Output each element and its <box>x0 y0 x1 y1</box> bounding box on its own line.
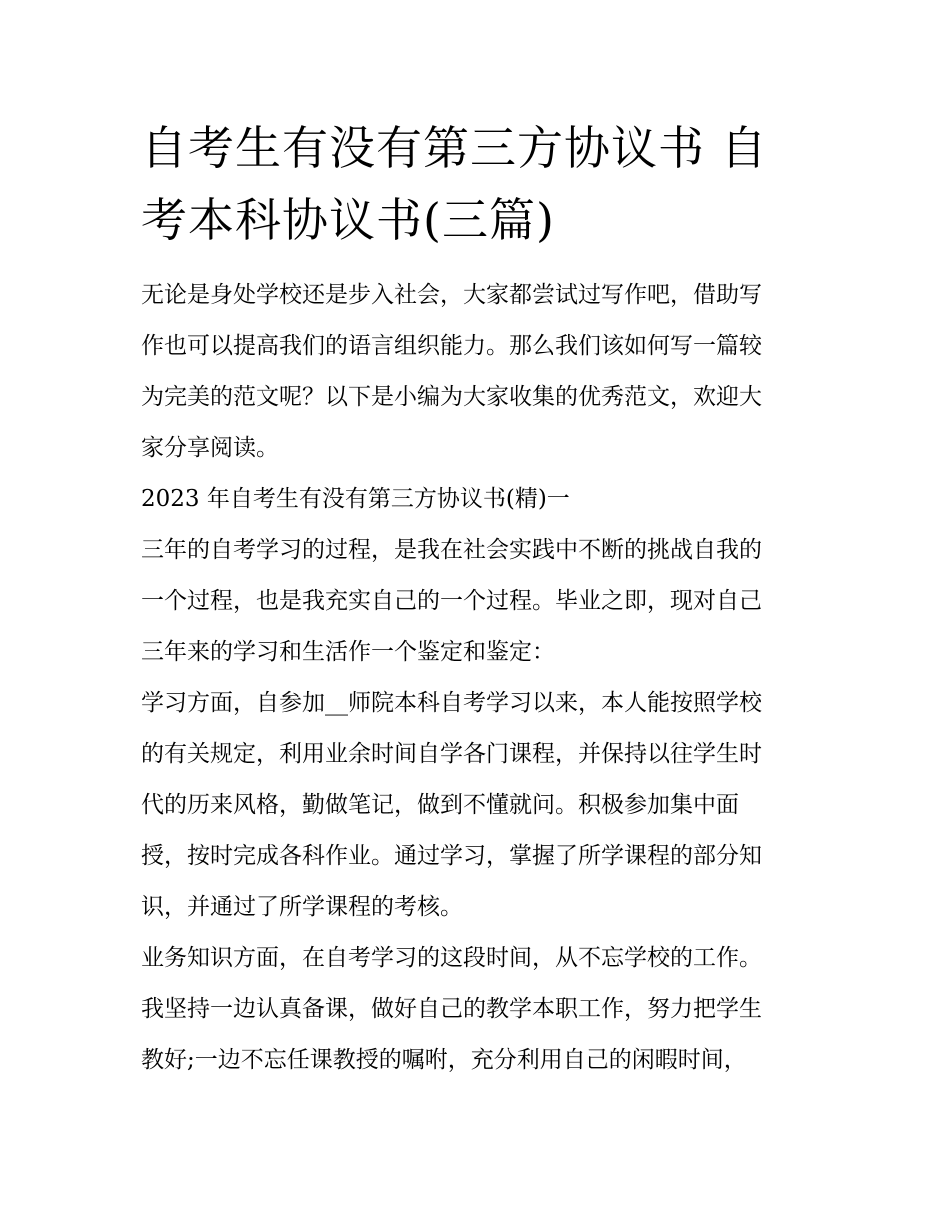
document-title <box>141 112 813 256</box>
paragraph-line: 无论是身处学校还是步入社会，大家都尝试过写作吧，借助写 <box>141 282 762 308</box>
title-line: 考本科协议书(三篇) <box>141 193 555 247</box>
title-line: 自考生有没有第三方协议书 自 <box>141 121 768 175</box>
body-paragraph <box>141 678 813 933</box>
body-paragraph <box>141 525 813 678</box>
paragraph-line: 的有关规定，利用业余时间自学各门课程，并保持以往学生时 <box>141 741 762 767</box>
paragraph-line: 家分享阅读。 <box>141 435 279 461</box>
section-heading-line: 2023 年自考生有没有第三方协议书(精)一 <box>141 486 570 512</box>
paragraph-line: 作也可以提高我们的语言组织能力。那么我们该如何写一篇较 <box>141 333 762 359</box>
paragraph-line: 授，按时完成各科作业。通过学习，掌握了所学课程的部分知 <box>141 843 762 869</box>
paragraph-line: 学习方面，自参加__师院本科自考学习以来，本人能按照学校 <box>141 690 762 716</box>
paragraph-line: 三年来的学习和生活作一个鉴定和鉴定： <box>141 639 555 665</box>
document-content <box>141 112 813 1086</box>
paragraph-line: 识，并通过了所学课程的考核。 <box>141 894 463 920</box>
paragraph-line: 一个过程，也是我充实自己的一个过程。毕业之即，现对自己 <box>141 588 762 614</box>
section-heading <box>141 474 813 525</box>
paragraph-line: 业务知识方面，在自考学习的这段时间，从不忘学校的工作。 <box>141 945 762 971</box>
body-paragraph <box>141 933 813 1086</box>
intro-paragraph <box>141 270 813 474</box>
paragraph-line: 代的历来风格，勤做笔记，做到不懂就问。积极参加集中面 <box>141 792 739 818</box>
paragraph-line: 我坚持一边认真备课，做好自己的教学本职工作，努力把学生 <box>141 996 762 1022</box>
paragraph-line: 教好;一边不忘任课教授的嘱咐，充分利用自己的闲暇时间， <box>141 1047 747 1073</box>
paragraph-line: 三年的自考学习的过程，是我在社会实践中不断的挑战自我的 <box>141 537 762 563</box>
paragraph-line: 为完美的范文呢？以下是小编为大家收集的优秀范文，欢迎大 <box>141 384 762 410</box>
